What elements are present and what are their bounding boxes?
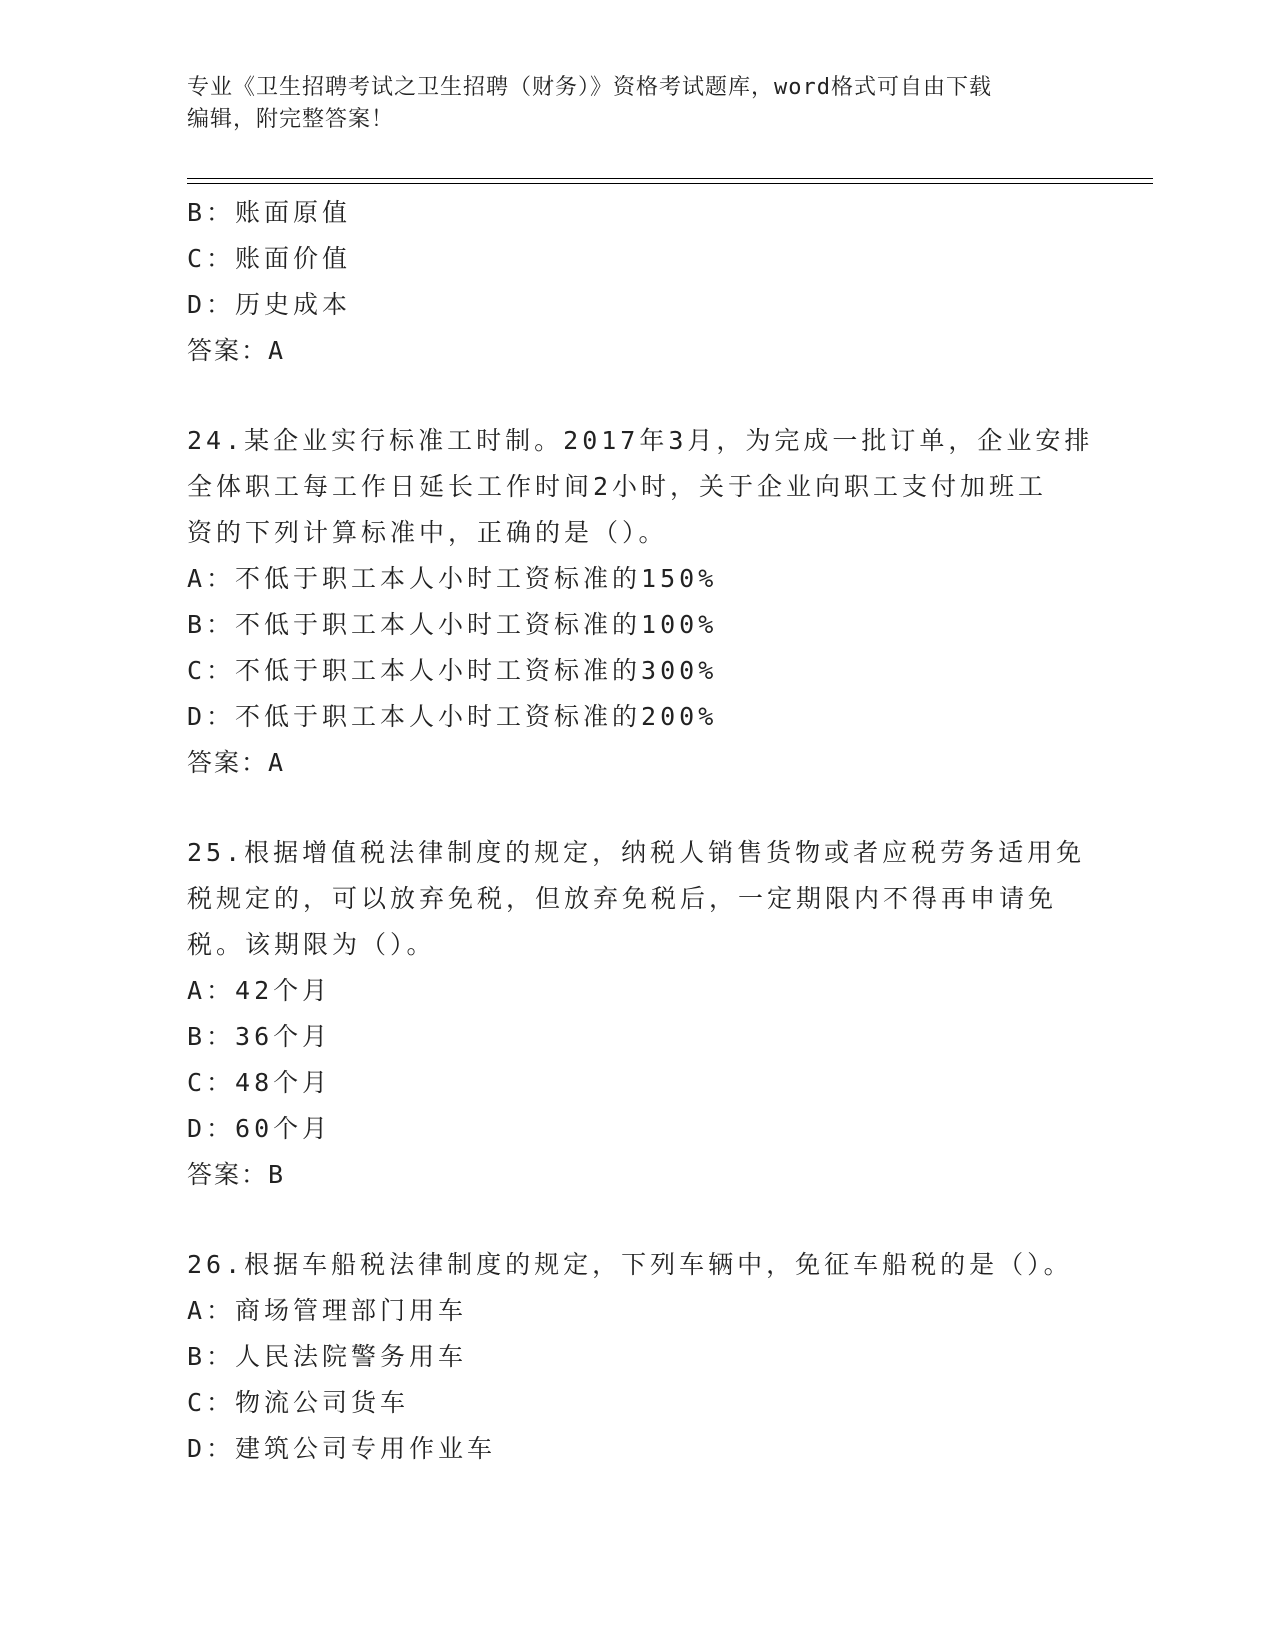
document-header — [187, 72, 1087, 136]
option-a: A：商场管理部门用车 — [187, 1296, 468, 1325]
question-25-block — [187, 830, 1087, 1198]
option-b: B：人民法院警务用车 — [187, 1342, 468, 1371]
option-c: C：物流公司货车 — [187, 1388, 410, 1417]
option-a: A：42个月 — [187, 976, 332, 1005]
question-24-block — [187, 418, 1094, 786]
prev-question-block — [187, 190, 1087, 374]
header-divider-top — [187, 178, 1153, 179]
option-d: D：60个月 — [187, 1114, 332, 1143]
option-b: B：不低于职工本人小时工资标准的100% — [187, 610, 718, 639]
question-text-line: 26.根据车船税法律制度的规定，下列车辆中，免征车船税的是（）。 — [187, 1250, 1073, 1279]
option-a: A：不低于职工本人小时工资标准的150% — [187, 564, 718, 593]
header-line-2: 编辑，附完整答案！ — [187, 107, 395, 132]
answer-line: 答案：A — [187, 336, 286, 365]
header-line-1: 专业《卫生招聘考试之卫生招聘（财务）》资格考试题库，word格式可自由下载 — [187, 75, 992, 100]
option-b: B：36个月 — [187, 1022, 332, 1051]
answer-line: 答案：A — [187, 748, 286, 777]
option-d: D：建筑公司专用作业车 — [187, 1434, 497, 1463]
option-b: B：账面原值 — [187, 198, 352, 227]
option-c: C：48个月 — [187, 1068, 332, 1097]
question-text-line: 税规定的，可以放弃免税，但放弃免税后，一定期限内不得再申请免 — [187, 884, 1058, 913]
question-text-line: 25.根据增值税法律制度的规定，纳税人销售货物或者应税劳务适用免 — [187, 838, 1086, 867]
question-26-block — [187, 1242, 1087, 1472]
question-text-line: 税。该期限为（）。 — [187, 930, 436, 959]
option-c: C：账面价值 — [187, 244, 352, 273]
question-text-line: 24.某企业实行标准工时制。2017年3月，为完成一批订单，企业安排 — [187, 426, 1094, 455]
question-text-line: 资的下列计算标准中，正确的是（）。 — [187, 518, 668, 547]
answer-line: 答案：B — [187, 1160, 286, 1189]
option-d: D：历史成本 — [187, 290, 352, 319]
header-divider-bottom — [187, 183, 1153, 184]
question-content — [187, 190, 1094, 1472]
question-text-line: 全体职工每工作日延长工作时间2小时，关于企业向职工支付加班工 — [187, 472, 1048, 501]
option-d: D：不低于职工本人小时工资标准的200% — [187, 702, 718, 731]
option-c: C：不低于职工本人小时工资标准的300% — [187, 656, 718, 685]
